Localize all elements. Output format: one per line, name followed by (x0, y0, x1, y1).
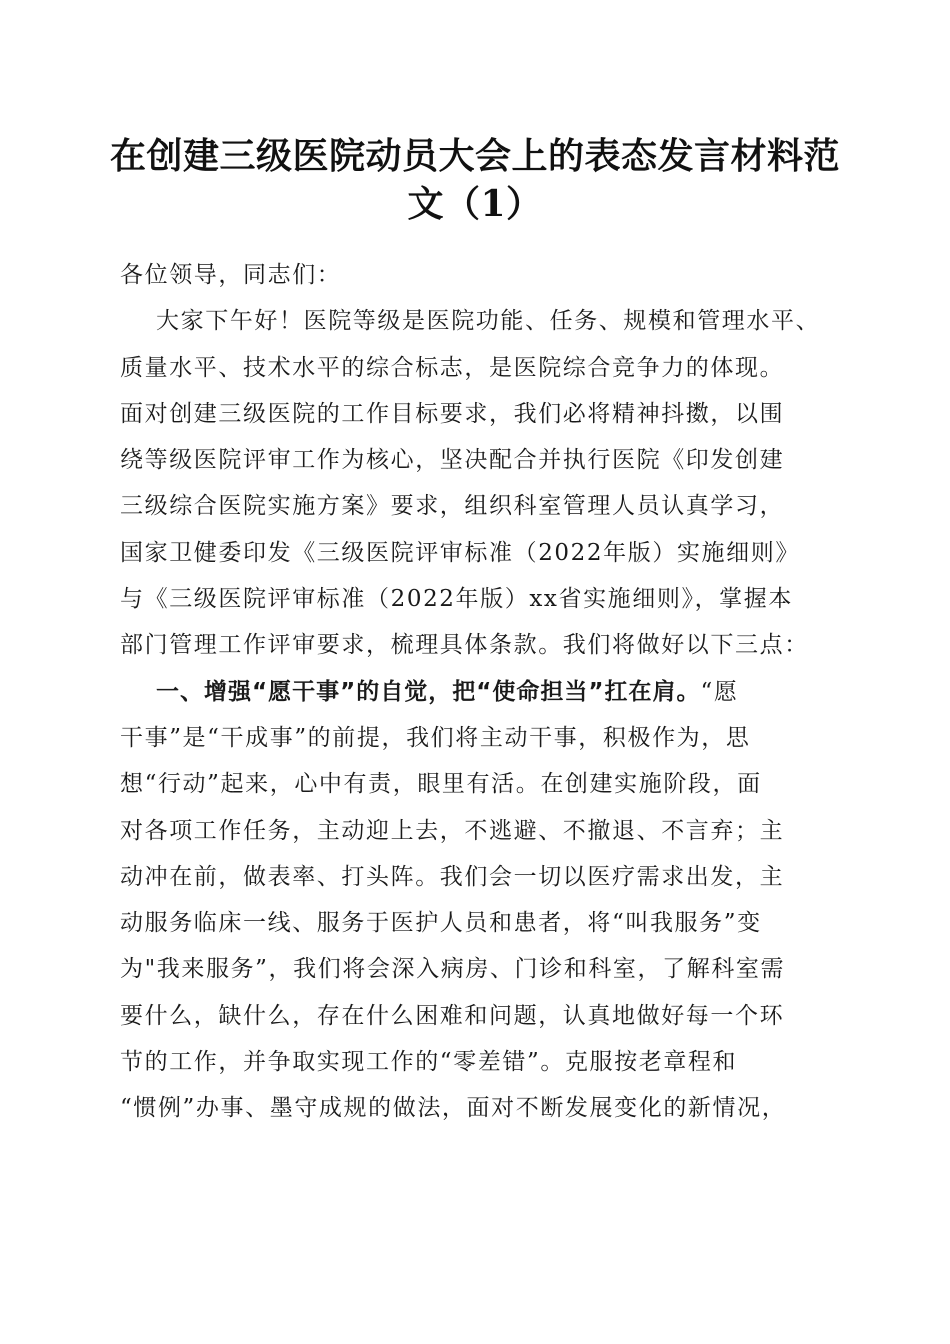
paragraph-line: “惯例”办事、墨守成规的做法，面对不断发展变化的新情况， (120, 1095, 787, 1122)
paragraph-line: 干事”是“干成事”的前提，我们将主动干事，积极作为，思 (120, 724, 751, 751)
paragraph-line: 对各项工作任务，主动迎上去，不逃避、不撤退、不言弃；主 (120, 817, 785, 844)
paragraph-line: 部门管理工作评审要求，梳理具体条款。我们将做好以下三点： (120, 632, 809, 659)
paragraph-line: 三级综合医院实施方案》要求，组织科室管理人员认真学习， (120, 493, 785, 520)
paragraph-line: 要什么，缺什么，存在什么困难和问题，认真地做好每一个环 (120, 1002, 785, 1029)
document-title (110, 132, 840, 228)
paragraph-line: 为"我来服务”，我们将会深入病房、门诊和科室，了解科室需 (120, 956, 786, 983)
section-heading-line (120, 669, 840, 715)
paragraph-line: 动冲在前，做表率、打头阵。我们会一切以医疗需求出发，主 (120, 863, 785, 890)
section-one-continuation: “愿 (700, 678, 739, 705)
paragraph-line: 想“行动”起来，心中有责，眼里有活。在创建实施阶段，面 (120, 771, 762, 798)
paragraph-line: 绕等级医院评审工作为核心，坚决配合并执行医院《印发创建 (120, 447, 785, 474)
paragraph-line: 与《三级医院评审标准（2022年版）xx省实施细则》，掌握本 (120, 586, 793, 613)
paragraph-line: 节的工作，并争取实现工作的“零差错”。克服按老章程和 (120, 1049, 738, 1076)
paragraph-line: 国家卫健委印发《三级医院评审标准（2022年版）实施细则》 (120, 539, 800, 566)
paragraph-line: 质量水平、技术水平的综合标志，是医院综合竞争力的体现。 (120, 354, 785, 381)
document-body (120, 252, 840, 1132)
paragraph-line: 面对创建三级医院的工作目标要求，我们必将精神抖擞，以围 (120, 400, 785, 427)
title-line-2: 文（1） (407, 183, 543, 225)
paragraph-line: 大家下午好！医院等级是医院功能、任务、规模和管理水平、 (156, 308, 821, 335)
paragraph-line: 动服务临床一线、服务于医护人员和患者，将“叫我服务”变 (120, 910, 762, 937)
title-line-1: 在创建三级医院动员大会上的表态发言材料范 (110, 135, 841, 177)
salutation: 各位领导，同志们： (120, 262, 342, 288)
section-one-heading: 一、增强“愿干事”的自觉，把“使命担当”扛在肩。 (156, 678, 701, 705)
